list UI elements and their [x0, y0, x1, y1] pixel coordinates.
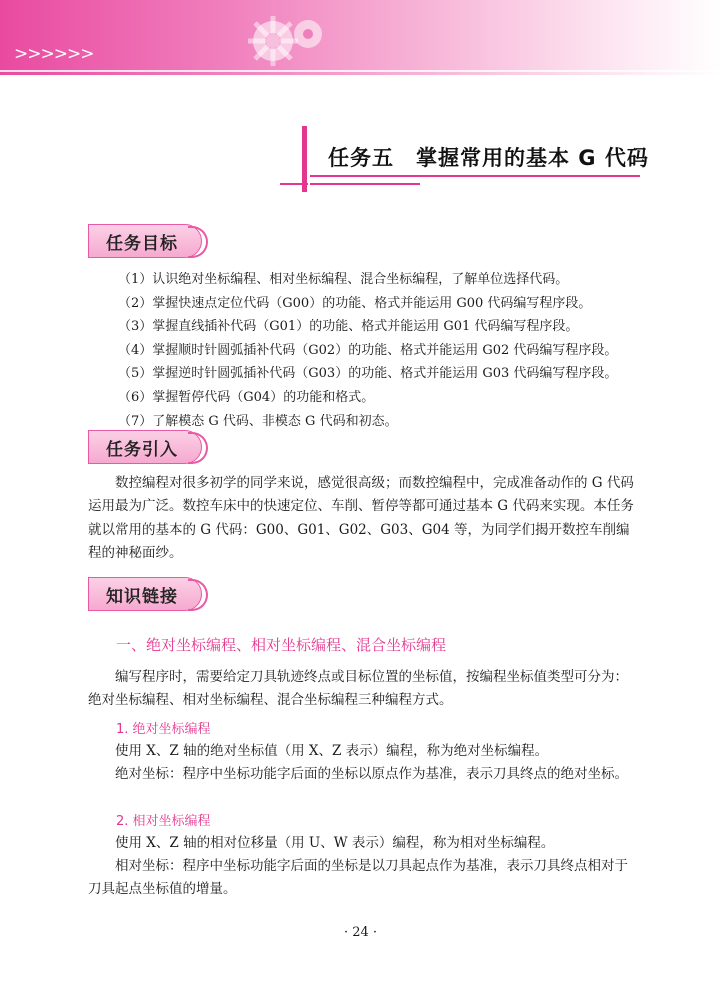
section-tab-intro [88, 430, 210, 464]
subheading-absolute: 1. 绝对坐标编程 [116, 722, 211, 737]
intro-paragraph: 数控编程对很多初学的同学来说，感觉很高级；而数控编程中，完成准备动作的 G 代码运用最为广泛。数控车床中的快速定位、车削、暂停等都可通过基本 G 代码来实现。本任务就以常用的基本的 G 代码：G00、G01、G02、G03、G04 等，为同学们揭开数控车削编程的神秘面纱。 [88, 475, 634, 561]
paragraph: 使用 X、Z 轴的绝对坐标值（用 X、Z 表示）编程，称为绝对坐标编程。 [115, 743, 549, 759]
section-label-goals: 任务目标 [106, 234, 178, 254]
banner-divider [0, 70, 721, 72]
task-title-block [280, 118, 649, 198]
list-item: （7）了解模态 G 代码、非模态 G 代码和初态。 [118, 413, 398, 429]
subheading-relative: 2. 相对坐标编程 [116, 814, 211, 829]
title-underline-short [310, 183, 420, 185]
section-label-knowledge: 知识链接 [106, 587, 178, 607]
list-item: （3）掌握直线插补代码（G01）的功能、格式并能运用 G01 代码编写程序段。 [118, 319, 579, 335]
paragraph: 编写程序时，需要给定刀具轨迹终点或目标位置的坐标值，按编程坐标值类型可分为：绝对坐标编程、相对坐标编程、混合坐标编程三种编程方式。 [88, 669, 628, 709]
list-item: （4）掌握顺时针圆弧插补代码（G02）的功能、格式并能运用 G02 代码编写程序段。 [118, 342, 618, 358]
heading-level1: 一、绝对坐标编程、相对坐标编程、混合坐标编程 [116, 636, 447, 654]
goals-list [118, 268, 617, 433]
banner-arrows: >>>>>> [14, 44, 94, 64]
title-underline-left [280, 183, 308, 185]
section-label-intro: 任务引入 [106, 440, 178, 460]
section-tab-knowledge [88, 577, 210, 611]
paragraph: 使用 X、Z 轴的相对位移量（用 U、W 表示）编程，称为相对坐标编程。 [115, 835, 555, 851]
section-tab-goals [88, 224, 210, 258]
header-banner [0, 0, 721, 75]
title-underline [310, 175, 640, 177]
page-title: 任务五 掌握常用的基本 G 代码 [328, 146, 649, 170]
page-number: · 24 · [343, 925, 378, 940]
list-item: （2）掌握快速点定位代码（G00）的功能、格式并能运用 G00 代码编写程序段。 [118, 295, 592, 311]
paragraph: 绝对坐标：程序中坐标功能字后面的坐标以原点作为基准，表示刀具终点的绝对坐标。 [115, 766, 628, 782]
gear-icon [228, 6, 338, 76]
paragraph: 相对坐标：程序中坐标功能字后面的坐标是以刀具起点作为基准，表示刀具终点相对于刀具起点坐标值的增量。 [88, 858, 628, 898]
list-item: （5）掌握逆时针圆弧插补代码（G03）的功能、格式并能运用 G03 代码编写程序段。 [118, 366, 618, 382]
list-item: （1）认识绝对坐标编程、相对坐标编程、混合坐标编程，了解单位选择代码。 [118, 272, 569, 287]
list-item: （6）掌握暂停代码（G04）的功能和格式。 [118, 389, 375, 405]
